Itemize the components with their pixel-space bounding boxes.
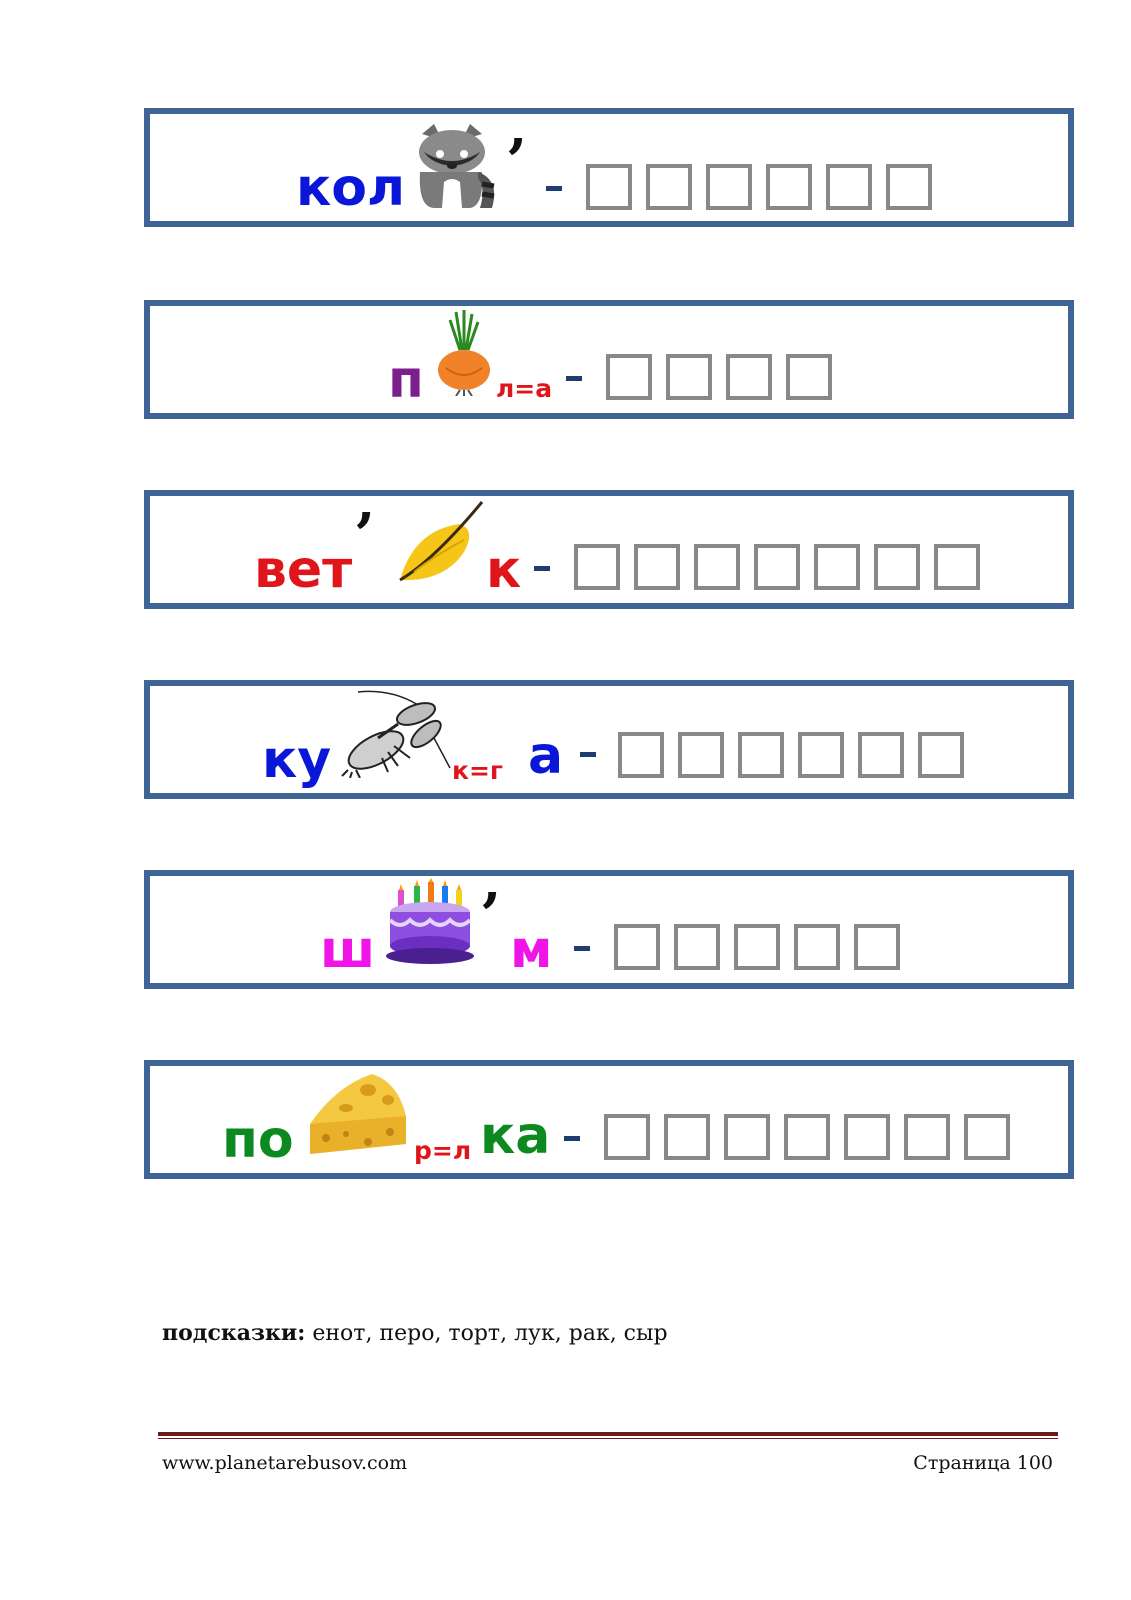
answer-box[interactable] [666, 354, 712, 400]
footer-rule-thin [158, 1438, 1058, 1439]
answer-box[interactable] [606, 354, 652, 400]
rebus-5-prefix: ш [320, 920, 376, 980]
rebus-5-suffix: м [510, 920, 553, 980]
rebus-4-dash [580, 752, 596, 757]
rebus-4-prefix: ку [262, 730, 332, 790]
answer-box[interactable] [738, 732, 784, 778]
cake-icon [384, 878, 476, 966]
answer-box[interactable] [918, 732, 964, 778]
answer-box[interactable] [766, 164, 812, 210]
rebus-5-comma: ’ [480, 881, 501, 951]
rebus-card-2 [144, 300, 1074, 419]
rebus-3-suffix: к [486, 540, 522, 600]
answer-box[interactable] [634, 544, 680, 590]
cheese-icon [306, 1072, 410, 1158]
answer-box[interactable] [858, 732, 904, 778]
answer-box[interactable] [604, 1114, 650, 1160]
rebus-card-6 [144, 1060, 1074, 1179]
rebus-4-answer-boxes[interactable] [618, 732, 964, 778]
answer-box[interactable] [674, 924, 720, 970]
onion-icon [434, 310, 494, 396]
hints-label: подсказки: [162, 1320, 306, 1346]
rebus-6-suffix: ка [480, 1106, 551, 1166]
answer-box[interactable] [664, 1114, 710, 1160]
rebus-1-answer-boxes[interactable] [586, 164, 932, 210]
rebus-5-dash [574, 946, 590, 951]
answer-box[interactable] [724, 1114, 770, 1160]
hints-text: енот, перо, торт, лук, рак, сыр [312, 1321, 668, 1346]
answer-box[interactable] [934, 544, 980, 590]
answer-box[interactable] [874, 544, 920, 590]
rebus-2-answer-boxes[interactable] [606, 354, 832, 400]
answer-box[interactable] [886, 164, 932, 210]
rebus-card-1 [144, 108, 1074, 227]
answer-box[interactable] [798, 732, 844, 778]
answer-box[interactable] [694, 544, 740, 590]
answer-box[interactable] [734, 924, 780, 970]
answer-box[interactable] [854, 924, 900, 970]
rebus-6-dash [564, 1136, 580, 1141]
hints [162, 1320, 668, 1346]
rebus-6-substitution: р=л [414, 1136, 472, 1165]
rebus-3-answer-boxes[interactable] [574, 544, 980, 590]
rebus-1-prefix: кол [296, 158, 406, 218]
rebus-card-4 [144, 680, 1074, 799]
rebus-6-answer-boxes[interactable] [604, 1114, 1010, 1160]
answer-box[interactable] [726, 354, 772, 400]
answer-box[interactable] [754, 544, 800, 590]
rebus-2-prefix: п [388, 350, 424, 410]
answer-box[interactable] [786, 354, 832, 400]
answer-box[interactable] [614, 924, 660, 970]
rebus-4-suffix: а [528, 726, 564, 786]
answer-box[interactable] [794, 924, 840, 970]
answer-box[interactable] [706, 164, 752, 210]
rebus-3-comma: ’ [354, 501, 375, 571]
rebus-4-substitution: к=г [452, 756, 503, 785]
rebus-card-3 [144, 490, 1074, 609]
answer-box[interactable] [814, 544, 860, 590]
footer-website: www.planetarebusov.com [162, 1452, 408, 1474]
answer-box[interactable] [784, 1114, 830, 1160]
raccoon-icon [412, 122, 502, 210]
rebus-card-5 [144, 870, 1074, 989]
feather-icon [394, 500, 486, 588]
answer-box[interactable] [844, 1114, 890, 1160]
answer-box[interactable] [964, 1114, 1010, 1160]
rebus-1-comma: ’ [506, 127, 527, 197]
crayfish-icon [338, 688, 456, 778]
answer-box[interactable] [904, 1114, 950, 1160]
rebus-5-answer-boxes[interactable] [614, 924, 900, 970]
rebus-2-substitution: л=а [496, 374, 553, 403]
footer-rule [158, 1432, 1058, 1436]
answer-box[interactable] [646, 164, 692, 210]
rebus-1-dash [546, 186, 562, 191]
answer-box[interactable] [574, 544, 620, 590]
answer-box[interactable] [586, 164, 632, 210]
answer-box[interactable] [618, 732, 664, 778]
answer-box[interactable] [678, 732, 724, 778]
rebus-3-prefix: вет [254, 540, 353, 600]
answer-box[interactable] [826, 164, 872, 210]
footer-page-number: Страница 100 [913, 1452, 1053, 1474]
rebus-6-prefix: по [222, 1110, 294, 1170]
rebus-2-dash [566, 376, 582, 381]
rebus-3-dash [534, 566, 550, 571]
